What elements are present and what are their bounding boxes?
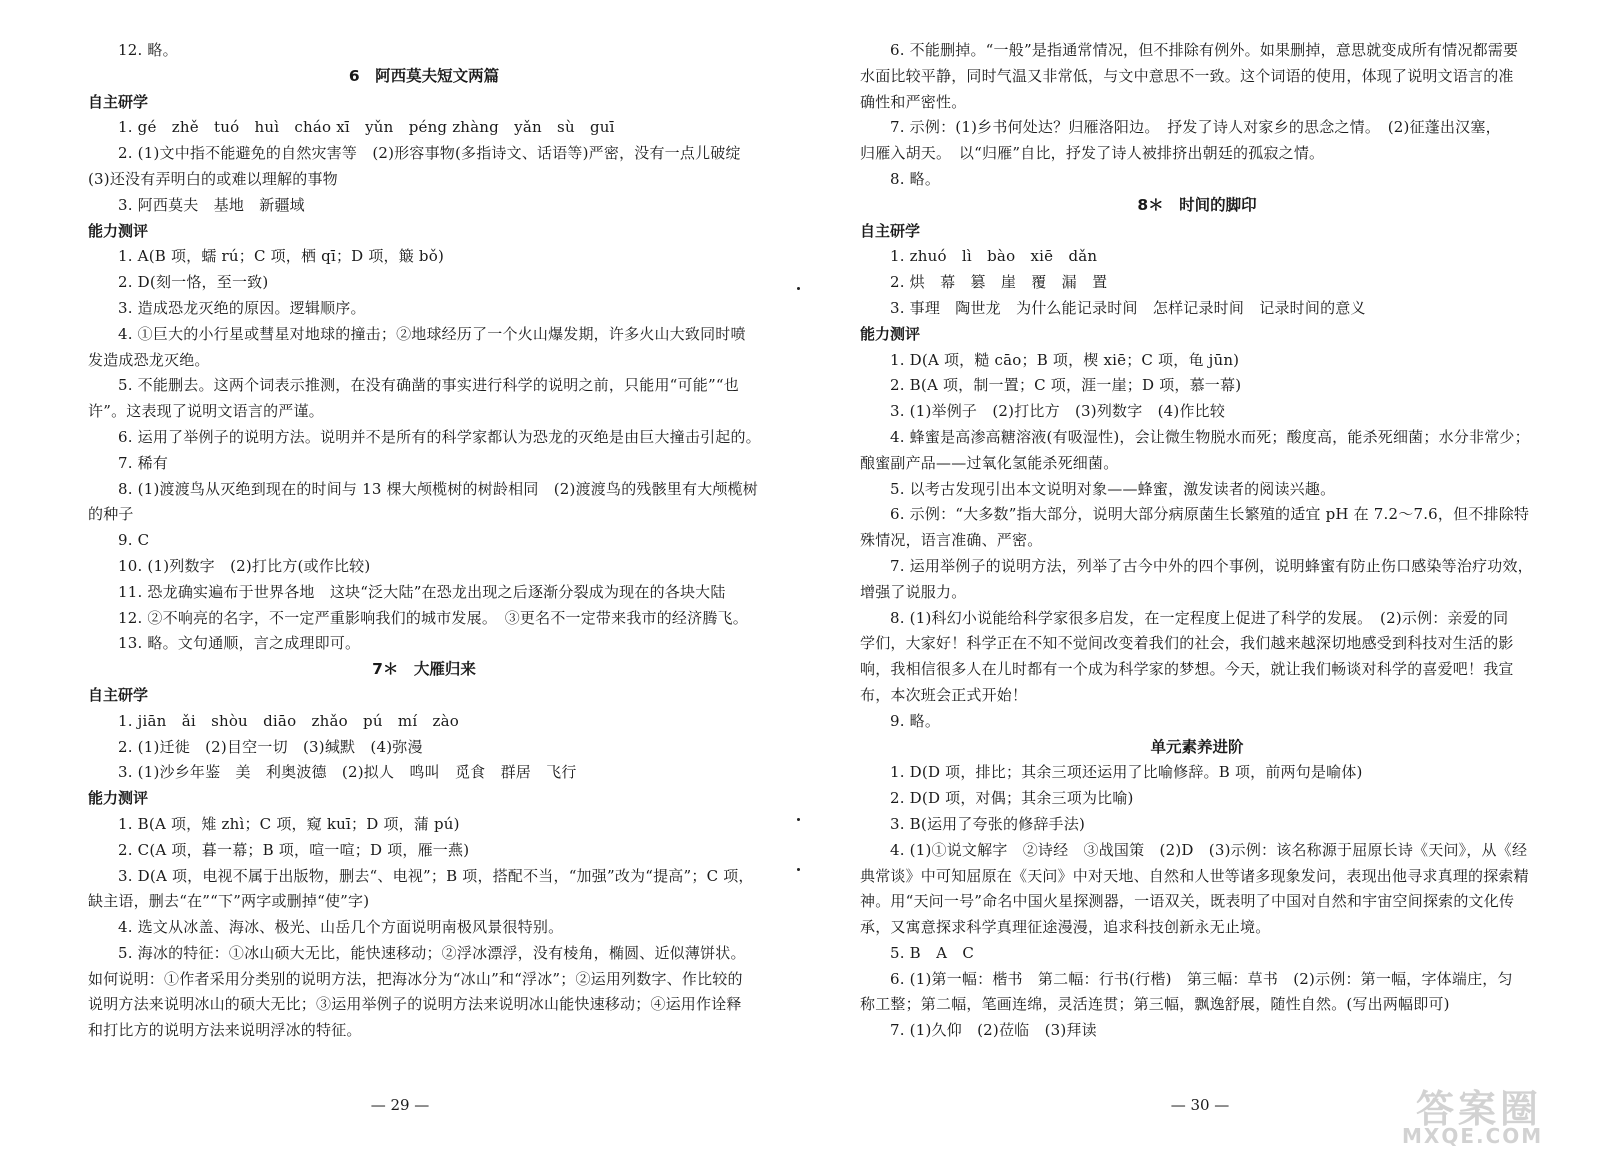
answer-line: 和打比方的说明方法来说明浮冰的特征。 — [88, 1021, 362, 1040]
watermark-logo — [1402, 1078, 1578, 1148]
subsection-heading: 自主研学 — [860, 221, 921, 240]
answer-line: 8. (1)渡渡鸟从灭绝到现在的时间与 13 棵大颅榄树的树龄相同 (2)渡渡鸟的残骸里有大颅榄树 — [118, 479, 759, 498]
answer-line: 承，又寓意探求科学真理征途漫漫，追求科技创新永无止境。 — [860, 918, 1271, 937]
section-title: 6 阿西莫夫短文两篇 — [348, 66, 500, 85]
answer-line: 7. (1)久仰 (2)莅临 (3)拜读 — [890, 1021, 1097, 1040]
answer-line: 3. 阿西莫夫 基地 新疆域 — [118, 195, 305, 214]
answer-line: 7. 运用举例子的说明方法，列举了古今中外的四个事例，说明蜂蜜有防止伤口感染等治疗功效， — [890, 556, 1533, 575]
answer-line: 殊情况，语言准确、严密。 — [860, 531, 1043, 550]
left-page-content — [88, 38, 760, 1044]
answer-line: 典常谈》中可知屈原在《天问》中对天地、自然和人世等诸多现象发问，表现出他寻求真理的探索精 — [860, 866, 1529, 885]
answer-line: 9. C — [118, 531, 150, 550]
scan-dot — [797, 818, 800, 821]
answer-line: 3. D(A 项，电视不属于出版物，删去“、电视”；B 项，搭配不当，“加强”改为“提高”；C 项， — [118, 866, 754, 885]
answer-line: 2. C(A 项，暮一幕；B 项，喧一喧；D 项，雁一燕) — [118, 840, 470, 859]
answer-line: 4. ①巨大的小行星或彗星对地球的撞击；②地球经历了一个火山爆发期，许多火山大致同时喷 — [118, 324, 746, 343]
answer-line: 3. 造成恐龙灭绝的原因。逻辑顺序。 — [118, 298, 366, 317]
answer-line: 10. (1)列数字 (2)打比方(或作比较) — [118, 556, 371, 575]
answer-line: 1. D(D 项，排比；其余三项还运用了比喻修辞。B 项，前两句是喻体) — [890, 763, 1363, 782]
answer-line: 7. 稀有 — [118, 453, 169, 472]
section-title: 8＊ 时间的脚印 — [1137, 195, 1257, 214]
answer-line: 13. 略。文句通顺，言之成理即可。 — [118, 634, 361, 653]
answer-line: 2. (1)文中指不能避免的自然灾害等 (2)形容事物(多指诗文、话语等)严密，没有一点儿破绽 — [118, 144, 741, 163]
answer-line: 确性和严密性。 — [860, 92, 967, 111]
answer-line: 学们，大家好！科学正在不知不觉间改变着我们的社会，我们越来越深切地感受到科技对生活的影 — [860, 634, 1514, 653]
answer-line: 4. (1)①说文解字 ②诗经 ③战国策 (2)D (3)示例：该名称源于屈原长诗《天问》，从《经 — [890, 840, 1528, 859]
right-page — [800, 0, 1600, 1162]
answer-line: 水面比较平静，同时气温又非常低，与文中意思不一致。这个词语的使用，体现了说明文语言的准 — [860, 66, 1514, 85]
answer-line: 9. 略。 — [890, 711, 941, 730]
answer-line: 6. (1)第一幅：楷书 第二幅：行书(行楷) 第三幅：草书 (2)示例：第一幅，字体端庄，匀 — [890, 969, 1513, 988]
answer-line: 7. 示例：(1)乡书何处达？归雁洛阳边。 抒发了诗人对家乡的思念之情。 (2)征蓬出汉塞， — [890, 118, 1501, 137]
answer-line: 2. 烘 幕 篡 崖 覆 漏 置 — [890, 273, 1108, 292]
answer-line: 3. 事理 陶世龙 为什么能记录时间 怎样记录时间 记录时间的意义 — [890, 298, 1366, 317]
answer-line: 1. A(B 项，蠕 rú；C 项，栖 qī；D 项，簸 bǒ) — [118, 247, 445, 266]
answer-line: 称工整；第二幅，笔画连绵，灵活连贯；第三幅，飘逸舒展，随性自然。(写出两幅即可) — [860, 995, 1450, 1014]
answer-line: 1. D(A 项，糙 cāo；B 项，楔 xiē；C 项，龟 jūn) — [890, 350, 1240, 369]
answer-line: 12. 略。 — [118, 41, 178, 59]
answer-line: 1. B(A 项，雉 zhì；C 项，窥 kuī；D 项，蒲 pú) — [118, 814, 460, 833]
section-title: 7＊ 大雁归来 — [372, 660, 476, 679]
scan-dot — [797, 287, 800, 290]
right-page-content — [860, 38, 1534, 1044]
answer-line: 1. zhuó lì bào xiē dǎn — [890, 247, 1098, 266]
answer-line: 发造成恐龙灭绝。 — [88, 350, 210, 369]
answer-line: 3. (1)举例子 (2)打比方 (3)列数字 (4)作比较 — [890, 402, 1226, 421]
section-title: 单元素养进阶 — [1150, 737, 1244, 756]
page-number-right: — 30 — — [1170, 1096, 1230, 1114]
answer-line: 3. (1)沙乡年鉴 美 利奥波德 (2)拟人 鸣叫 觅食 群居 飞行 — [118, 763, 577, 782]
answer-line: 2. D(D 项，对偶；其余三项为比喻) — [890, 789, 1134, 808]
answer-line: 归雁入胡天。 以“归雁”自比，抒发了诗人被排挤出朝廷的孤寂之情。 — [860, 144, 1325, 163]
answer-line: 1. gé zhě tuó huì cháo xī yǔn péng zhàng yǎn sù guī — [118, 118, 615, 137]
answer-line: 5. 不能删去。这两个词表示推测，在没有确凿的事实进行科学的说明之前，只能用“可能”“也 — [118, 376, 739, 395]
answer-line: 2. (1)迁徙 (2)目空一切 (3)缄默 (4)弥漫 — [118, 737, 423, 756]
answer-line: 2. B(A 项，制一置；C 项，涯一崖；D 项，慕一幕) — [890, 376, 1242, 395]
subsection-heading: 能力测评 — [88, 789, 149, 808]
answer-line: 缺主语，删去“在”“下”两字或删掉“使”字) — [88, 892, 370, 911]
answer-line: 5. 海冰的特征：①冰山硕大无比，能快速移动；②浮冰漂浮，没有棱角，椭圆、近似薄饼状。 — [118, 943, 746, 962]
answer-line: 响，我相信很多人在儿时都有一个成为科学家的梦想。今天，就让我们畅谈对科学的喜爱吧！我宣 — [860, 660, 1514, 679]
answer-line: 4. 选文从冰盖、海冰、极光、山岳几个方面说明南极风景很特别。 — [118, 918, 564, 937]
answer-line: 的种子 — [88, 505, 134, 524]
answer-line: 神。用“天问一号”命名中国火星探测器，一语双关，既表明了中国对自然和宇宙空间探索的文化传 — [860, 892, 1515, 911]
answer-line: 11. 恐龙确实遍布于世界各地 这块“泛大陆”在恐龙出现之后逐渐分裂成为现在的各块大陆 — [118, 582, 726, 601]
answer-line: 4. 蜂蜜是高渗高糖溶液(有吸湿性)，会让微生物脱水而死；酸度高，能杀死细菌；水分非常少； — [890, 427, 1530, 446]
answer-line: 6. 运用了举例子的说明方法。说明并不是所有的科学家都认为恐龙的灭绝是由巨大撞击引起的。 — [118, 427, 761, 446]
scan-dot — [797, 868, 800, 871]
subsection-heading: 能力测评 — [860, 324, 921, 343]
answer-line: 8. 略。 — [890, 169, 941, 188]
answer-line: 6. 不能删掉。“一般”是指通常情况，但不排除有例外。如果删掉，意思就变成所有情况都需要 — [890, 41, 1519, 59]
page-number-left: — 29 — — [370, 1096, 430, 1114]
answer-line: 如何说明：①作者采用分类别的说明方法，把海冰分为“冰山”和“浮冰”；②运用列数字、作比较的 — [88, 969, 743, 988]
subsection-heading: 能力测评 — [88, 221, 149, 240]
answer-line: 5. 以考古发现引出本文说明对象——蜂蜜，激发读者的阅读兴趣。 — [890, 479, 1336, 498]
subsection-heading: 自主研学 — [88, 92, 149, 111]
answer-line: 2. D(刻一恪，至一致) — [118, 273, 269, 292]
answer-line: 增强了说服力。 — [860, 582, 967, 601]
answer-line: 许”。这表现了说明文语言的严谨。 — [88, 402, 324, 421]
answer-line: 6. 示例：“大多数”指大部分，说明大部分病原菌生长繁殖的适宜 pH 在 7.2～7.6，但不排除特 — [890, 505, 1530, 524]
watermark-logo-text: 答案圈 — [1416, 1087, 1543, 1131]
answer-line: 5. B A C — [890, 943, 975, 962]
answer-line: 说明方法来说明冰山的硕大无比；③运用举例子的说明方法来说明冰山能快速移动；④运用作诠释 — [88, 995, 742, 1014]
subsection-heading: 自主研学 — [88, 685, 149, 704]
answer-line: 3. B(运用了夸张的修辞手法) — [890, 814, 1086, 833]
answer-line: 12. ②不响亮的名字，不一定严重影响我们的城市发展。 ③更名不一定带来我市的经济腾飞。 — [118, 608, 748, 627]
answer-line: 8. (1)科幻小说能给科学家很多启发，在一定程度上促进了科学的发展。 (2)示例：亲爱的同 — [890, 608, 1509, 627]
answer-line: 1. jiān ǎi shòu diāo zhǎo pú mí zào — [118, 711, 459, 730]
answer-line: (3)还没有弄明白的或难以理解的事物 — [88, 169, 338, 188]
answer-line: 酿蜜副产品——过氧化氢能杀死细菌。 — [860, 453, 1119, 472]
answer-line: 布，本次班会正式开始！ — [860, 685, 1028, 704]
watermark-url: MXQE.COM — [1402, 1124, 1544, 1148]
